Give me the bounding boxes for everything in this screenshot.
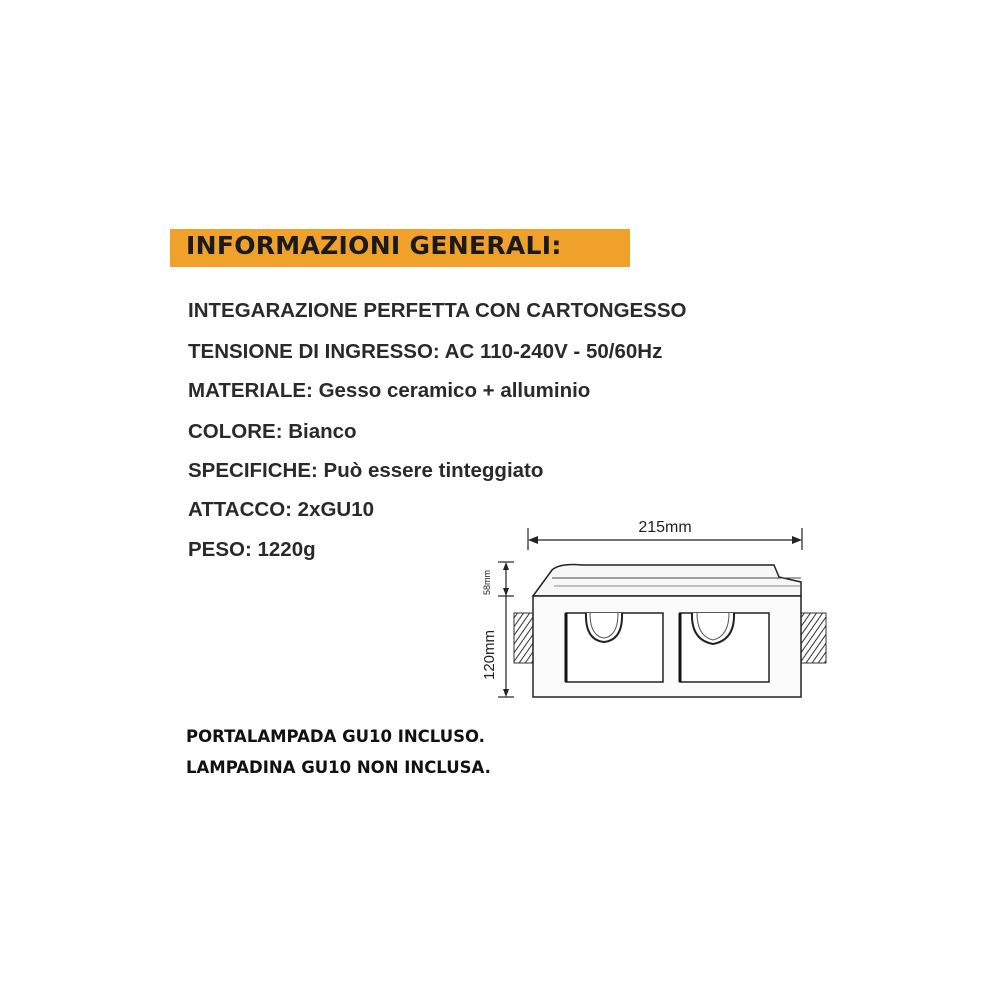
spec-integration: INTEGARAZIONE PERFETTA CON CARTONGESSO xyxy=(188,299,687,322)
height-label: 120mm xyxy=(481,629,498,680)
spec-features: SPECIFICHE: Può essere tinteggiato xyxy=(188,459,544,482)
spec-color: COLORE: Bianco xyxy=(188,420,357,443)
spec-voltage: TENSIONE DI INGRESSO: AC 110-240V - 50/60Hz xyxy=(188,340,663,363)
header-title: INFORMAZIONI GENERALI: xyxy=(186,231,562,260)
depth-label: 58mm xyxy=(482,569,492,595)
plaster-frame xyxy=(514,565,826,697)
note-lampholder-included: PORTALAMPADA GU10 INCLUSO. xyxy=(186,727,485,746)
lamp-opening-left xyxy=(566,613,663,682)
width-label: 215mm xyxy=(638,519,692,536)
spec-socket: ATTACCO: 2xGU10 xyxy=(188,498,375,521)
height-dimension xyxy=(498,562,514,697)
spec-material: MATERIALE: Gesso ceramico + alluminio xyxy=(188,379,591,402)
note-bulb-not-included: LAMPADINA GU10 NON INCLUSA. xyxy=(186,758,491,777)
spec-weight: PESO: 1220g xyxy=(188,538,316,561)
lamp-opening-right xyxy=(680,613,769,682)
product-dimension-drawing xyxy=(460,510,840,710)
